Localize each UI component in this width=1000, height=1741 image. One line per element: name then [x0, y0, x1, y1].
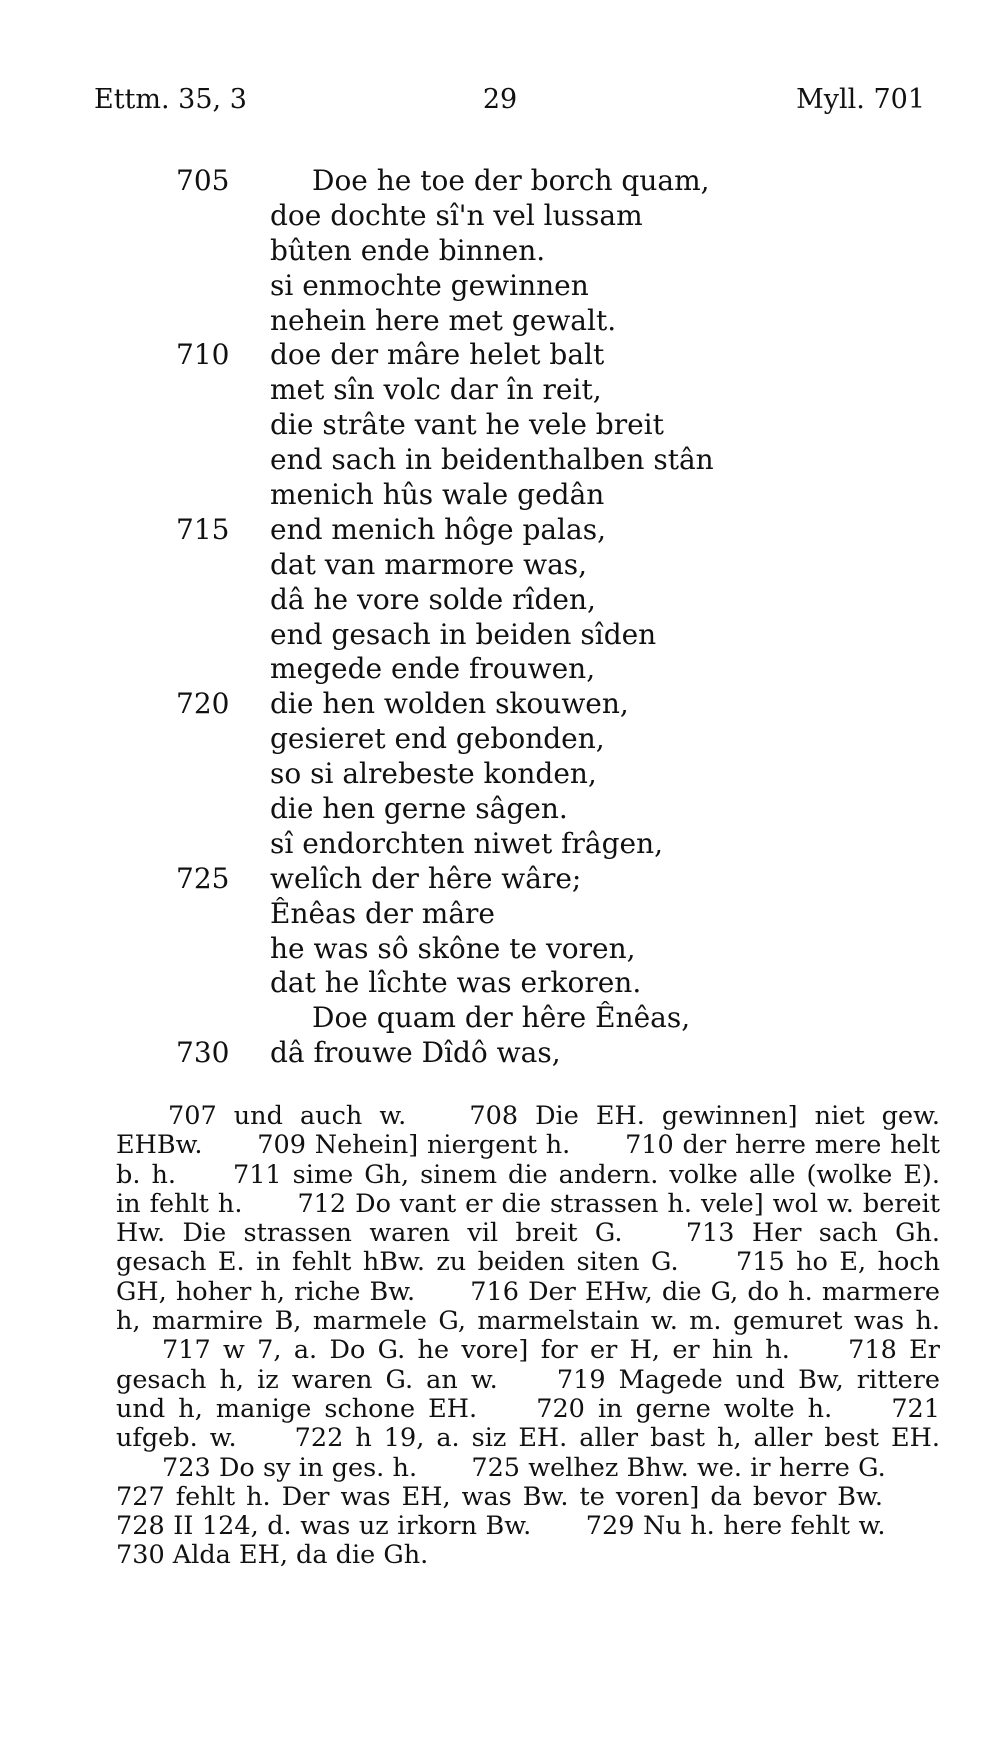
footnotes — [116, 1102, 940, 1571]
verse-text: welîch der hêre wâre; — [270, 861, 582, 895]
footnote: 725 welhez Bhw. we. ir herre G. — [471, 1452, 886, 1483]
verse-text: he was sô skône te voren, — [270, 931, 636, 965]
verse-text: die strâte vant he vele breit — [270, 408, 664, 442]
verse-text: megede ende frouwen, — [270, 652, 596, 686]
verse-text: met sîn volc dar în reit, — [270, 373, 602, 407]
footnote: 713 Her sach Gh. gesach E. in fehlt hBw. zu beiden siten G. — [116, 1218, 940, 1278]
verse-text: Doe he toe der borch quam, — [312, 164, 710, 197]
verse-text: end menich hôge palas, — [270, 512, 606, 546]
footnote: 711 sime Gh, sinem die andern. volke alle (wolke E). in fehlt h. — [116, 1159, 940, 1219]
footnote: 708 Die EH. gewinnen] niet gew. EHBw. — [116, 1101, 940, 1161]
verse-line — [0, 862, 1000, 897]
verse-text: die hen gerne sâgen. — [270, 792, 568, 826]
verse-line — [0, 1001, 1000, 1036]
footnote: 716 Der EHw, die G, do h. marmere h, marmire B, marmele G, marmelstain w. m. gemuret was h. — [116, 1276, 940, 1337]
header-right-reference: Myll. 701 — [796, 84, 925, 115]
verse-line — [0, 338, 1000, 373]
verse-text: dat he lîchte was erkoren. — [270, 966, 642, 1000]
verse-text: die hen wolden skouwen, — [270, 687, 629, 721]
verse-text: gesieret end gebonden, — [270, 722, 605, 756]
verse-line — [0, 652, 1000, 687]
verse-line — [0, 583, 1000, 618]
verse-text: nehein here met gewalt. — [270, 303, 617, 337]
verse-text: dâ he vore solde rîden, — [270, 582, 596, 616]
footnote: 710 der herre mere helt b. h. — [116, 1130, 940, 1190]
footnote: 707 und auch w. — [168, 1101, 407, 1131]
footnote: 729 Nu h. here fehlt w. — [585, 1511, 886, 1542]
verse-block — [0, 164, 1000, 1071]
verse-line — [0, 687, 1000, 722]
verse-line — [0, 164, 1000, 199]
footnote: 712 Do vant er die strassen h. vele] wol w. bereit Hw. Die strassen waren vil breit G. — [116, 1188, 940, 1249]
verse-text: dat van marmore was, — [270, 547, 588, 581]
verse-line — [0, 897, 1000, 932]
verse-text: Ênêas der mâre — [270, 896, 495, 930]
footnote: 719 Magede und Bw, rittere und h, manige schone EH. — [116, 1364, 941, 1424]
verse-text: dâ frouwe Dîdô was, — [270, 1036, 561, 1070]
verse-line — [0, 373, 1000, 408]
verse-number: 725 — [176, 861, 230, 895]
footnote: 718 Er gesach h, iz waren G. an w. — [116, 1335, 940, 1395]
footnote: 728 II 124, d. was uz irkorn Bw. — [116, 1511, 532, 1542]
header-left-reference: Ettm. 35, 3 — [94, 84, 247, 115]
verse-text: sî endorchten niwet frâgen, — [270, 826, 664, 860]
running-header — [0, 84, 1000, 124]
verse-line — [0, 618, 1000, 653]
verse-line — [0, 548, 1000, 583]
verse-text: si enmochte gewinnen — [270, 268, 589, 302]
verse-line — [0, 966, 1000, 1001]
verse-text: bûten ende binnen. — [270, 233, 546, 267]
footnote: 721 ufgeb. w. — [116, 1393, 940, 1454]
footnote: 722 h 19, a. siz EH. aller bast h, aller best EH. — [294, 1423, 941, 1454]
verse-line — [0, 199, 1000, 234]
verse-text: so si alrebeste konden, — [270, 757, 597, 791]
footnote: 709 Nehein] niergent h. — [257, 1130, 571, 1161]
verse-number: 710 — [176, 338, 230, 372]
footnote: 717 w 7, a. Do G. he vore] for er H, er hin h. — [162, 1335, 790, 1366]
verse-text: menich hûs wale gedân — [270, 478, 605, 512]
footnote: 730 Alda EH, da die Gh. — [116, 1540, 429, 1571]
verse-line — [0, 792, 1000, 827]
verse-text: doe der mâre helet balt — [270, 338, 605, 372]
verse-line — [0, 478, 1000, 513]
page-number: 29 — [482, 84, 518, 115]
verse-text: end gesach in beiden sîden — [270, 617, 657, 651]
footnote: 723 Do sy in ges. h. — [162, 1452, 418, 1483]
verse-line — [0, 827, 1000, 862]
verse-line — [0, 234, 1000, 269]
verse-number: 705 — [176, 164, 230, 197]
verse-line — [0, 722, 1000, 757]
footnote: 715 ho E, hoch GH, hoher h, riche Bw. — [116, 1247, 941, 1307]
verse-line — [0, 269, 1000, 304]
verse-number: 730 — [176, 1036, 230, 1070]
verse-text: Doe quam der hêre Ênêas, — [312, 1001, 691, 1035]
verse-text: end sach in beidenthalben stân — [270, 443, 714, 477]
verse-line — [0, 1036, 1000, 1071]
verse-line — [0, 443, 1000, 478]
verse-number: 715 — [176, 512, 230, 546]
footnote: 720 in gerne wolte h. — [536, 1393, 833, 1424]
verse-line — [0, 757, 1000, 792]
verse-line — [0, 304, 1000, 339]
verse-text: doe dochte sî'n vel lussam — [270, 198, 643, 232]
verse-line — [0, 932, 1000, 967]
verse-number: 720 — [176, 687, 230, 721]
verse-line — [0, 408, 1000, 443]
verse-line — [0, 513, 1000, 548]
footnote: 727 fehlt h. Der was EH, was Bw. te voren] da bevor Bw. — [116, 1481, 883, 1512]
